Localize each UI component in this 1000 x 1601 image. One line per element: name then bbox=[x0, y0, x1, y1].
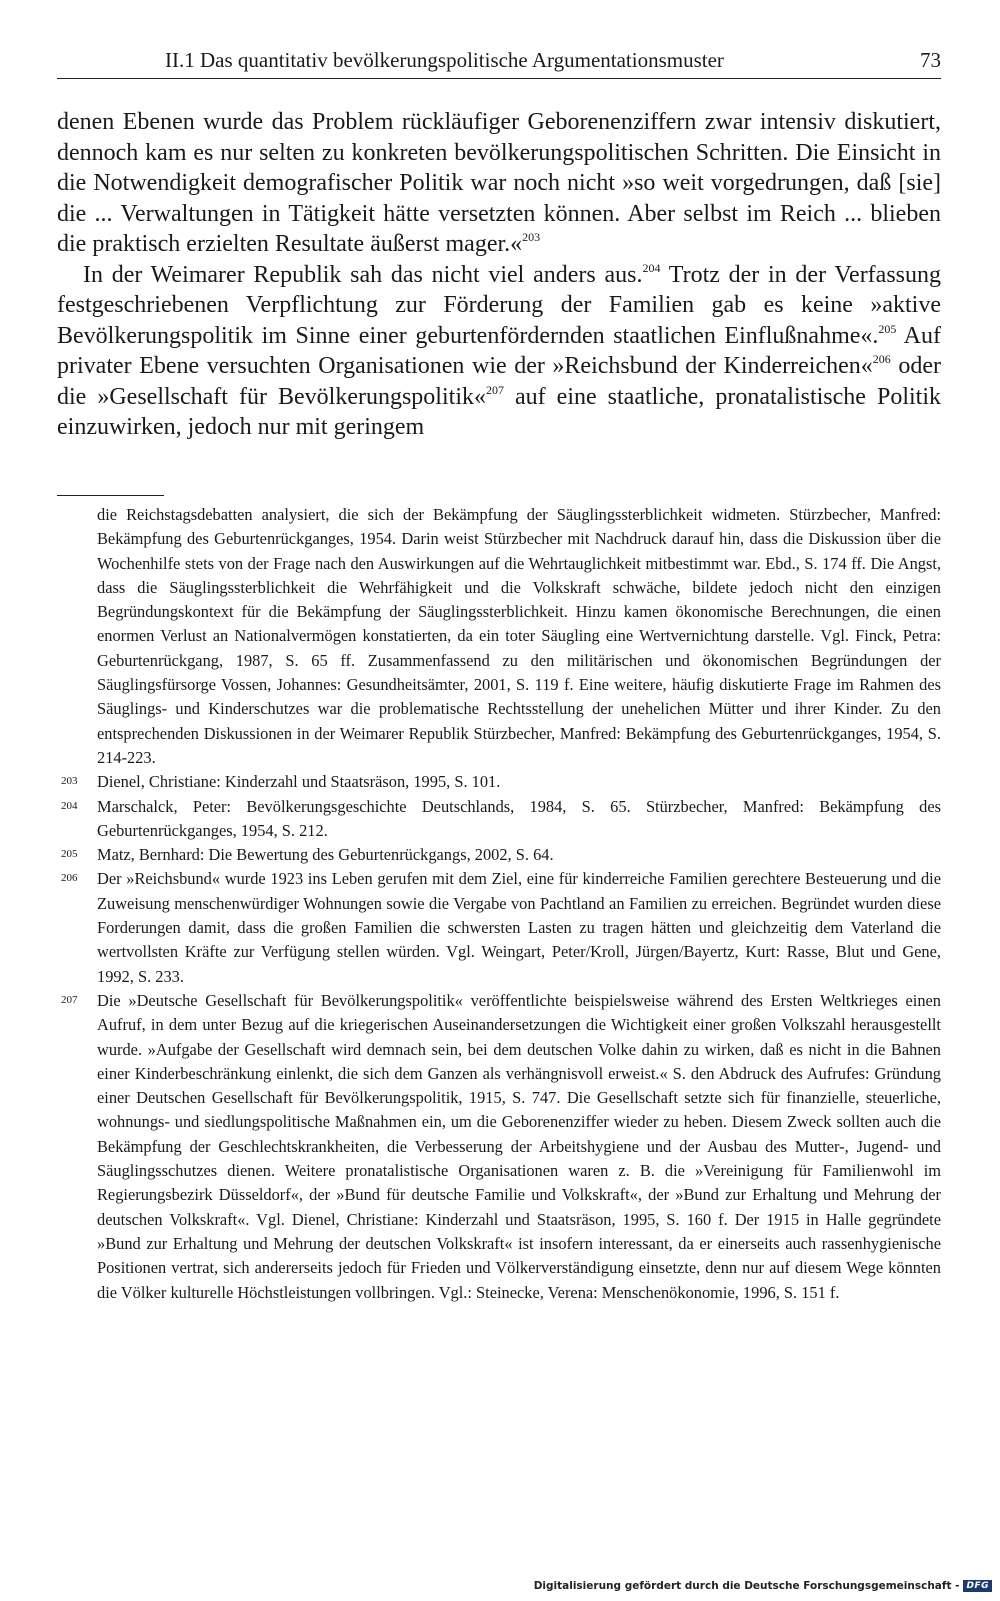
footnote-205 bbox=[57, 843, 941, 867]
footnote-ref-205[interactable]: 205 bbox=[878, 321, 897, 336]
footnote-207 bbox=[57, 989, 941, 1305]
footnote-number: 205 bbox=[61, 848, 78, 861]
footnote-ref-206[interactable]: 206 bbox=[872, 352, 891, 366]
footnote-number: 206 bbox=[61, 872, 78, 885]
footnotes-section bbox=[57, 503, 941, 1305]
digitization-footer bbox=[534, 1580, 992, 1592]
paragraph-2-text-b: Trotz der in der Verfassung festgeschriebenen Verpflichtung zur Förderung der Familien gab es keine »aktive Bevölkerungspolitik im Sinne einer geburtenfördernden staatlichen Einflußnahme«. bbox=[57, 261, 942, 349]
body-text bbox=[57, 107, 941, 443]
footnote-text: Dienel, Christiane: Kinderzahl und Staatsräson, 1995, S. 101. bbox=[97, 772, 501, 792]
running-title: II.1 Das quantitativ bevölkerungspolitische Argumentationsmuster bbox=[165, 48, 724, 72]
footnote-number: 203 bbox=[61, 775, 78, 788]
footnote-ref-207[interactable]: 207 bbox=[485, 382, 504, 397]
footnote-number: 207 bbox=[61, 993, 78, 1006]
footnote-continuation: die Reichstagsdebatten analysiert, die sich der Bekämpfung der Säuglingssterblichkeit widmeten. Stürzbecher, Manfred: Bekämpfung des Geburtenrückganges, 1954. Darin weist Stürzbecher mit Nachdruck darauf hin, dass die Diskussion über die Wochenhilfe stets von der Frage nach den Auswirkungen auf die Wehrtauglichkeit mitbestimmt war. Ebd., S. 174 ff. Die Angst, dass die Säuglingssterblichkeit die Wehrfähigkeit und die Volkskraft schwäche, bildete jedoch nicht den einzigen Begründungskontext für die Bekämpfung der Säuglingssterblichkeit. Hinzu kamen ökonomische Berechnungen, die einen enormen Verlust an Nationalvermögen konstatierten, da ein toter Säugling eine Wertvernichtung darstelle. Vgl. Finck, Petra: Geburtenrückgang, 1987, S. 65 ff. Zusammenfassend zu den militärischen und ökonomischen Begründungen der Säuglingsfürsorge Vossen, Johannes: Gesundheitsämter, 2001, S. 119 f. Eine weitere, häufig diskutierte Frage im Rahmen des Säuglings- und Kinderschutzes war die problematische Rechtsstellung der unehelichen Mütter und ihrer Kinder. Zu den entsprechenden Diskussionen in der Weimarer Republik Stürzbecher, Manfred: Bekämpfung des Geburtenrückganges, 1954, S. 214-223. bbox=[97, 505, 941, 767]
page-number: 73 bbox=[920, 48, 941, 72]
footnote-204 bbox=[57, 795, 941, 844]
footnote-number: 204 bbox=[61, 799, 78, 812]
footnote-separator bbox=[57, 495, 164, 496]
footnote-text: Die »Deutsche Gesellschaft für Bevölkerungspolitik« veröffentlichte beispielsweise während des Ersten Weltkrieges einen Aufruf, in dem unter Bezug auf die kriegerischen Auseinandersetzungen die Wichtigkeit einer großen Volkszahl herausgestellt wurde. »Aufgabe der Gesellschaft wird demnach sein, bei dem deutschen Volke dahin zu wirken, daß es nicht in die Bahnen einer Kinderbeschränkung einlenkt, die sich dem Ganzen als verhängnisvoll erweist.« S. den Abdruck des Aufrufes: Gründung einer Deutschen Gesellschaft für Bevölkerungspolitik, 1915, S. 747. Die Gesellschaft setzte sich für finanzielle, steuerliche, wohnungs- und siedlungspolitische Maßnahmen ein, um die Geborenenziffer wieder zu heben. Diesem Zweck sollten auch die Bekämpfung der Geschlechtskrankheiten, die Verbesserung der Arbeitshygiene und der Ausbau des Mutter-, Jugend- und Säuglingsschutzes dienen. Weitere pronatalistische Organisationen waren z. B. die »Vereinigung für Familienwohl im Regierungsbezirk Düsseldorf«, der »Bund für deutsche Familie und Volkskraft«, der »Bund zur Erhaltung und Mehrung der deutschen Volkskraft«. Vgl. Dienel, Christiane: Kinderzahl und Staatsräson, 1995, S. 160 f. Der 1915 in Halle gegründete »Bund zur Erhaltung und Mehrung der deutschen Volkskraft« ist insofern interessant, da er einerseits auch rassenhygienische Positionen vertrat, sich andererseits jedoch für Frieden und Völkerverständigung einsetzte, denn nur auf diesem Wege könnten die Völker kulturelle Höchstleistungen vollbringen. Vgl.: Steinecke, Verena: Menschenökonomie, 1996, S. 151 f. bbox=[97, 990, 941, 1302]
paragraph-2-text-a: In der Weimarer Republik sah das nicht viel anders aus. bbox=[83, 261, 643, 288]
digitization-note: Digitalisierung gefördert durch die Deutsche Forschungsgemeinschaft - bbox=[533, 1580, 960, 1592]
footnote-203 bbox=[57, 770, 941, 794]
paragraph-2-text-e: auf eine staatliche, pronatalistische Politik einzuwirken, jedoch nur mit geringem bbox=[57, 383, 941, 440]
footnote-text: Der »Reichsbund« wurde 1923 ins Leben gerufen mit dem Ziel, eine für kinderreiche Familien gerechtere Besteuerung und die Zuweisung menschenwürdiger Wohnungen sowie die Vergabe von Pachtland an Familien zu erreichen. Begründet wurden diese Forderungen damit, dass die großen Familien die schwersten Lasten zu tragen hätten und gleichzeitig dem Vaterland die wertvollsten Kräfte zur Verfügung stellen würden. Vgl. Weingart, Peter/Kroll, Jürgen/Bayertz, Kurt: Rasse, Blut und Gene, 1992, S. 233. bbox=[97, 869, 941, 986]
paragraph-1-text: denen Ebenen wurde das Problem rückläufiger Geborenenziffern zwar intensiv diskutiert, dennoch kam es nur selten zu konkreten bevölkerungspolitischen Schritten. Die Einsicht in die Notwendigkeit demografischer Politik war noch nicht »so weit vorgedrungen, daß [sie] die ... Verwaltungen in Tätigkeit hätte versetzten können. Aber selbst im Reich ... blieben die praktisch erzielten Resultate äußerst mager.« bbox=[57, 109, 941, 257]
running-header bbox=[57, 44, 941, 79]
dfg-logo: DFG bbox=[963, 1580, 992, 1592]
paragraph-2-text-c: Auf privater Ebene versuchten Organisationen wie der »Reichsbund der Kinderreichen« bbox=[57, 322, 942, 379]
paragraph-1 bbox=[57, 107, 941, 260]
footnote-text: Matz, Bernhard: Die Bewertung des Geburtenrückgangs, 2002, S. 64. bbox=[97, 845, 554, 865]
paragraph-2 bbox=[57, 260, 941, 443]
footnote-206 bbox=[57, 867, 941, 988]
footnote-ref-204[interactable]: 204 bbox=[642, 260, 661, 275]
footnote-ref-203[interactable]: 203 bbox=[522, 230, 541, 244]
paragraph-2-text-d: oder die »Gesellschaft für Bevölkerungspolitik« bbox=[57, 353, 941, 410]
footnote-text: Marschalck, Peter: Bevölkerungsgeschichte Deutschlands, 1984, S. 65. Stürzbecher, Manfred: Bekämpfung des Geburtenrückganges, 1954, S. 212. bbox=[97, 796, 941, 840]
